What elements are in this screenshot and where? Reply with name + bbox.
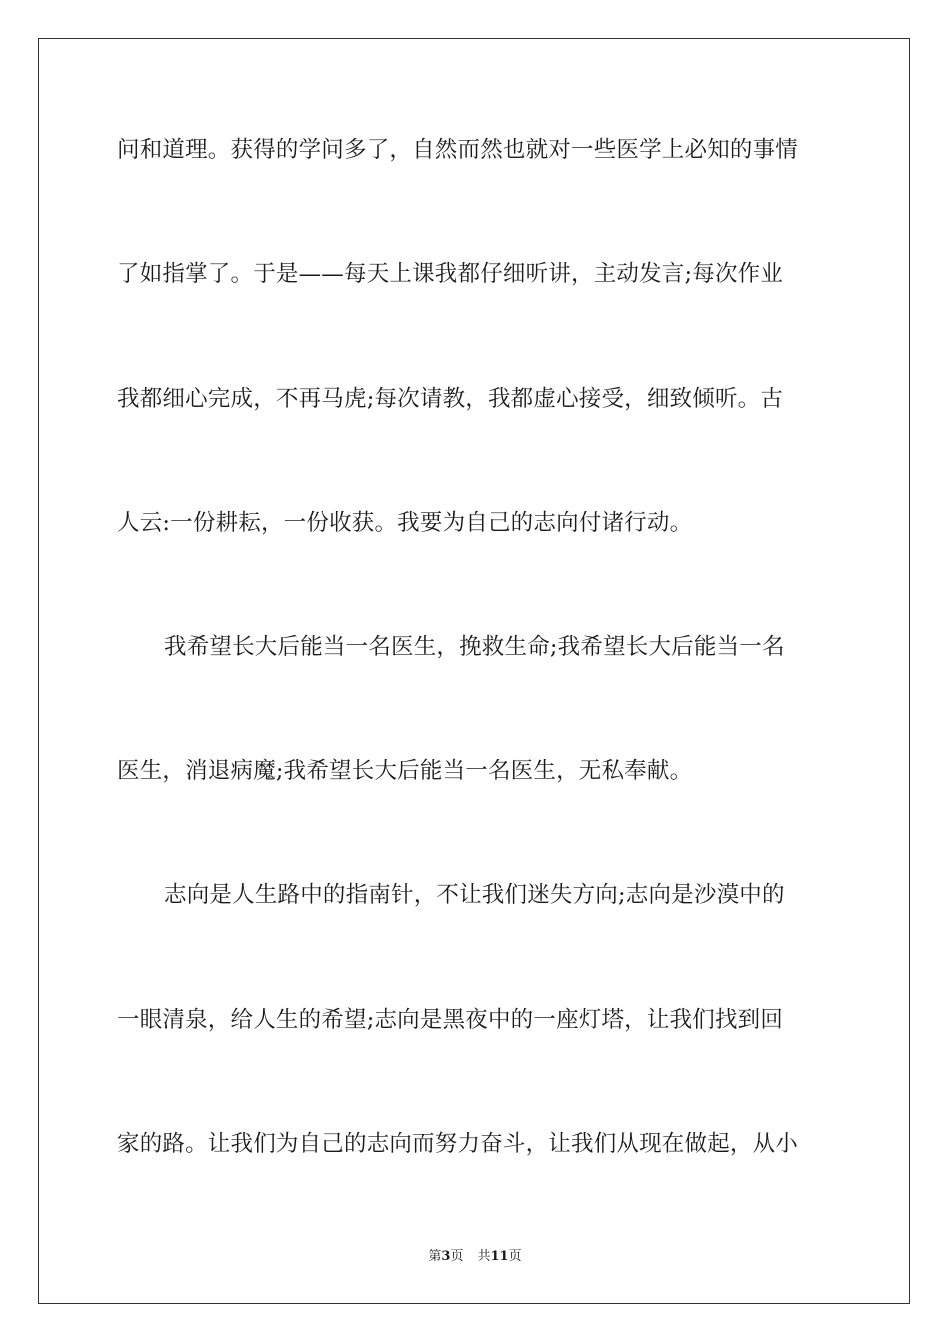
page-number: 3	[441, 1249, 451, 1264]
page-footer	[0, 1248, 950, 1266]
body-line-6: 医生，消退病魔;我希望长大后能当一名医生，无私奉献。	[117, 758, 693, 784]
body-line-4: 人云:一份耕耘，一份收获。我要为自己的志向付诸行动。	[117, 510, 693, 536]
page-suffix: 页	[450, 1249, 464, 1264]
page-border	[38, 38, 910, 1304]
body-line-1: 问和道理。获得的学问多了，自然而然也就对一些医学上必知的事情	[117, 137, 799, 163]
body-line-3: 我都细心完成，不再马虎;每次请教，我都虚心接受，细致倾听。古	[117, 386, 784, 412]
body-line-5: 我希望长大后能当一名医生，挽救生命;我希望长大后能当一名	[164, 634, 785, 660]
body-line-7: 志向是人生路中的指南针，不让我们迷失方向;志向是沙漠中的	[164, 882, 785, 908]
body-line-9: 家的路。让我们为自己的志向而努力奋斗，让我们从现在做起，从小	[117, 1131, 799, 1157]
page-prefix: 第	[428, 1249, 442, 1264]
body-line-2: 了如指掌了。于是——每天上课我都仔细听讲，主动发言;每次作业	[117, 261, 784, 287]
total-prefix: 共	[477, 1249, 491, 1264]
total-pages: 11	[490, 1249, 509, 1264]
body-line-8: 一眼清泉，给人生的希望;志向是黑夜中的一座灯塔，让我们找到回	[117, 1007, 784, 1033]
total-suffix: 页	[508, 1249, 522, 1264]
